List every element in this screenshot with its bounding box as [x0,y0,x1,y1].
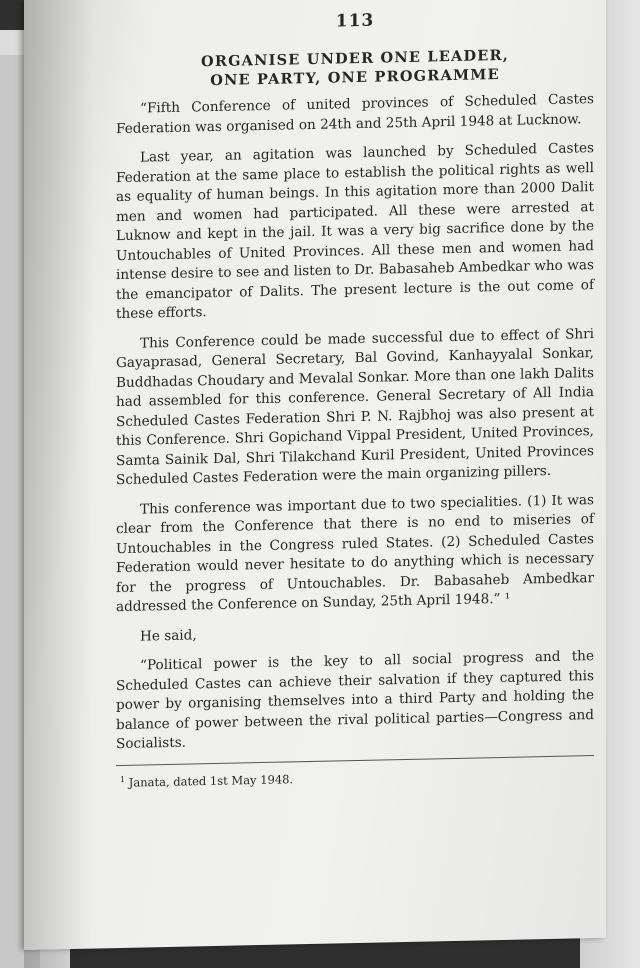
page-content [116,6,594,790]
footnote [116,762,594,791]
footnote-mark: 1 [120,774,126,784]
paragraph-4: This conference was important due to two specialities. (1) It was clear from the Conference that there is no end to miseries of Untouchables in the Congress ruled States. (2) Scheduled Castes Federation would never hesitate to do anything which is necessary for the progress of Untouchables. Dr. Babasaheb Ambedkar addressed the Conference on Sunday, 25th April 1948.” ¹ [116,491,594,616]
paragraph-he-said: He said, [140,626,197,645]
chapter-title-line-2: ONE PARTY, ONE PROGRAMME [210,66,500,90]
paragraph-1: “Fifth Conference of united provinces of Scheduled Castes Federation was organised on 24th and 25th April 1948 at Lucknow. [116,91,594,137]
book-page [24,0,606,950]
paragraph-quote: “Political power is the key to all social progress and the Scheduled Castes can achieve their salvation if they captured this power by organising themselves into a third Party and holding the balance of power between the rival political parties—Congress and Socialists. [116,648,594,753]
page-number: 113 [335,10,375,32]
paragraph-2: Last year, an agitation was launched by Scheduled Castes Federation at the same place to establish the political rights as well as equality of human beings. In this agitation more than 2000 Dalit men and women had participated. All these were arrested at Luknow and kept in the jail. It was a very big sacrifice done by the Untouchables of United Provinces. All these men and women had intense desire to see and listen to Dr. Babasaheb Ambedkar who was the emancipator of Dalits. The present lecture is the out come of these efforts. [116,140,594,323]
chapter-title-line-1: ORGANISE UNDER ONE LEADER, [201,46,509,71]
chapter-title [116,44,594,92]
paragraph-3: This Conference could be made successful due to effect of Shri Gayaprasad, General Secretary, Bal Govind, Kanhayyalal Sonkar, Buddhadas Choudary and Mevalal Sonkar. More than one lakh Dalits had assembled for this conference. General Secretary of All India Scheduled Castes Federation Shri P. N. Rajbhoj was also present at this Conference. Shri Gopichand Vippal President, United Provinces, Samta Sainik Dal, Shri Tilakchand Kuril President, United Provinces Scheduled Castes Federation were the main organizing pillers. [116,325,594,489]
footnote-text: Janata, dated 1st May 1948. [128,771,294,790]
